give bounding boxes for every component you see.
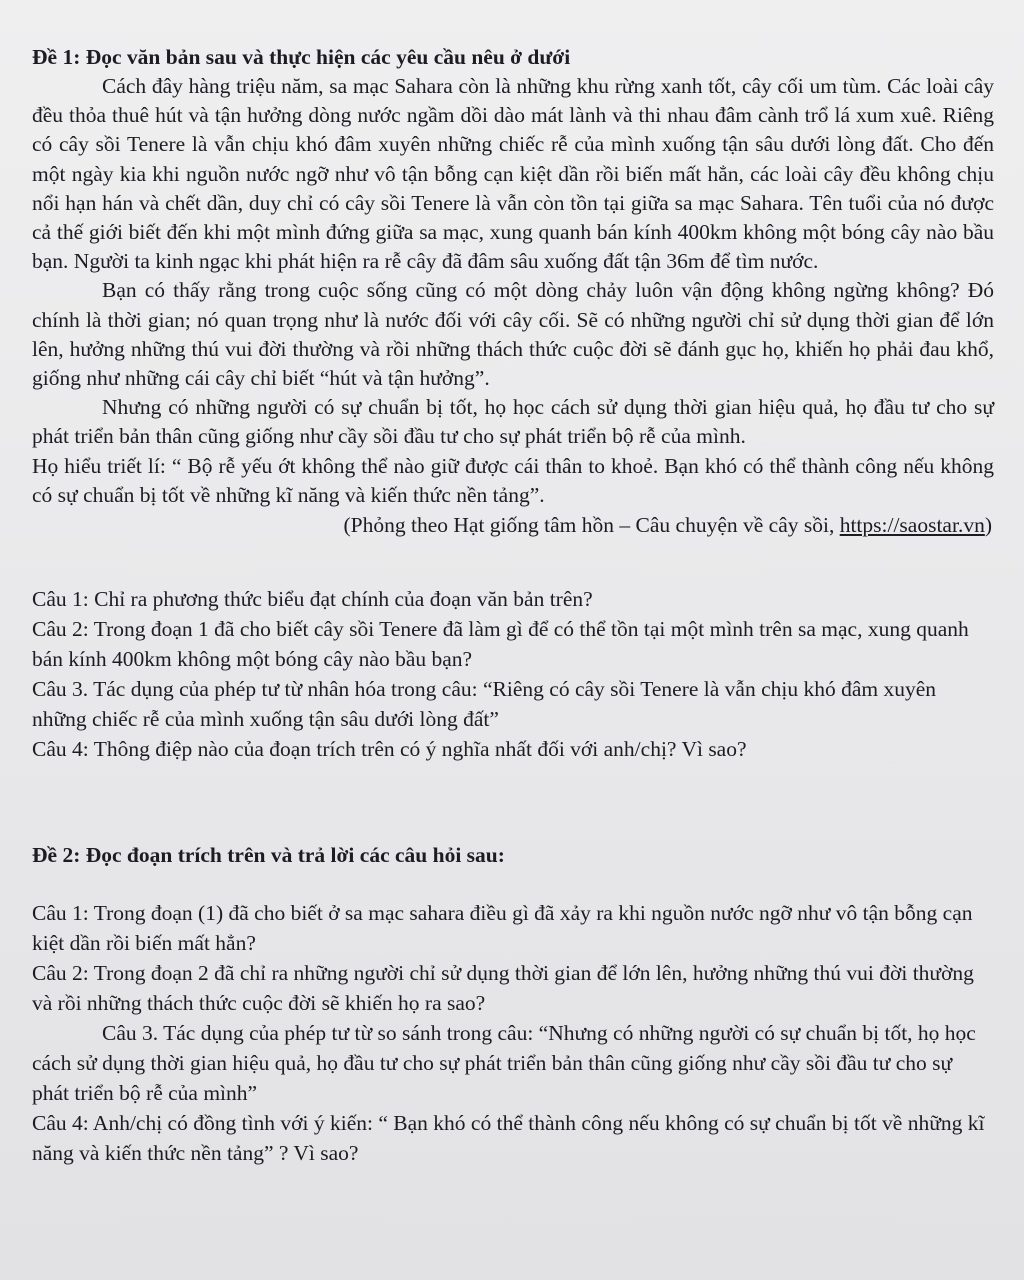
- exam2-question-2: Câu 2: Trong đoạn 2 đã chỉ ra những người chỉ sử dụng thời gian để lớn lên, hưởng những thú vui đời thường và rồi những thách thức cuộc đời sẽ khiến họ ra sao?: [32, 961, 974, 1016]
- source-link[interactable]: https://saostar.vn: [839, 513, 985, 538]
- spacer: [32, 764, 994, 840]
- exam2-question-1: Câu 1: Trong đoạn (1) đã cho biết ở sa mạc sahara điều gì đã xảy ra khi nguồn nước ngỡ như vô tận bỗng cạn kiệt dần rồi biến mất hẳn?: [32, 901, 973, 956]
- exam2-heading: Đề 2: Đọc đoạn trích trên và trả lời các câu hỏi sau:: [32, 843, 505, 868]
- passage-paragraph-4: Họ hiểu triết lí: “ Bộ rễ yếu ớt không thể nào giữ được cái thân to khoẻ. Bạn khó có thể thành công nếu không có sự chuẩn bị tốt về những kĩ năng và kiến thức nền tảng”.: [32, 453, 994, 507]
- spacer: [32, 540, 994, 584]
- exam1-question-4: Câu 4: Thông điệp nào của đoạn trích trên có ý nghĩa nhất đối với anh/chị? Vì sao?: [32, 737, 747, 762]
- spacer: [32, 870, 994, 898]
- exam1-question-3: Câu 3. Tác dụng của phép tư từ nhân hóa trong câu: “Riêng có cây sồi Tenere là vẫn chịu khó đâm xuyên những chiếc rễ của mình xuống tận sâu dưới lòng đất”: [32, 677, 937, 732]
- exam1-question-2: Câu 2: Trong đoạn 1 đã cho biết cây sồi Tenere đã làm gì để có thể tồn tại một mình trên sa mạc, xung quanh bán kính 400km không một bóng cây nào bầu bạn?: [32, 617, 969, 672]
- exam1-question-1: Câu 1: Chỉ ra phương thức biểu đạt chính của đoạn văn bản trên?: [32, 587, 593, 612]
- passage-paragraph-3: Nhưng có những người có sự chuẩn bị tốt, họ học cách sử dụng thời gian hiệu quả, họ đầu tư cho sự phát triển bản thân cũng giống như cầy sồi đầu tư cho sự phát triển bộ rễ của mình.: [32, 395, 994, 449]
- passage-paragraph-1: Cách đây hàng triệu năm, sa mạc Sahara còn là những khu rừng xanh tốt, cây cối um tùm. Các loài cây đều thỏa thuê hút và tận hưởng dòng nước ngầm dồi dào mát lành và thi nhau đâm cành trổ lá xum xuê. Riêng có cây sồi Tenere là vẫn chịu khó đâm xuyên những chiếc rễ của mình xuống tận sâu dưới lòng đất. Cho đến một ngày kia khi nguồn nước ngỡ như vô tận bỗng cạn kiệt dần rồi biến mất hẳn, các loài cây đều không chịu nổi hạn hán và chết dần, duy chỉ có cây sồi Tenere là vẫn còn tồn tại giữa sa mạc Sahara. Tên tuổi của nó được cả thế giới biết đến khi một mình đứng giữa sa mạc, xung quanh bán kính 400km không một bóng cây nào bầu bạn. Người ta kinh ngạc khi phát hiện ra rễ cây đã đâm sâu xuống đất tận 36m để tìm nước.: [32, 74, 994, 274]
- exam2-question-4: Câu 4: Anh/chị có đồng tình với ý kiến: “ Bạn khó có thể thành công nếu không có sự chuẩn bị tốt về những kĩ năng và kiến thức nền tảng” ? Vì sao?: [32, 1111, 985, 1166]
- source-close: ): [984, 513, 992, 538]
- exam2-question-3: Câu 3. Tác dụng của phép tư từ so sánh trong câu: “Nhưng có những người có sự chuẩn bị tốt, họ học cách sử dụng thời gian hiệu quả, họ đầu tư cho sự phát triển bản thân cũng giống như cầy sồi đầu tư cho sự phát triển bộ rễ của mình”: [32, 1021, 976, 1106]
- passage-paragraph-2: Bạn có thấy rằng trong cuộc sống cũng có một dòng chảy luôn vận động không ngừng không? Đó chính là thời gian; nó quan trọng như là nước đối với cây cối. Sẽ có những người chỉ sử dụng thời gian để lớn lên, hưởng những thú vui đời thường và rồi những thách thức cuộc đời sẽ đánh gục họ, khiến họ phải đau khổ, giống như những cái cây chỉ biết “hút và tận hưởng”.: [32, 278, 994, 391]
- source-citation: [32, 510, 994, 540]
- exam1-heading: Đề 1: Đọc văn bản sau và thực hiện các yêu cầu nêu ở dưới: [32, 45, 571, 69]
- source-text: (Phỏng theo Hạt giống tâm hồn – Câu chuyện về cây sồi,: [343, 513, 840, 538]
